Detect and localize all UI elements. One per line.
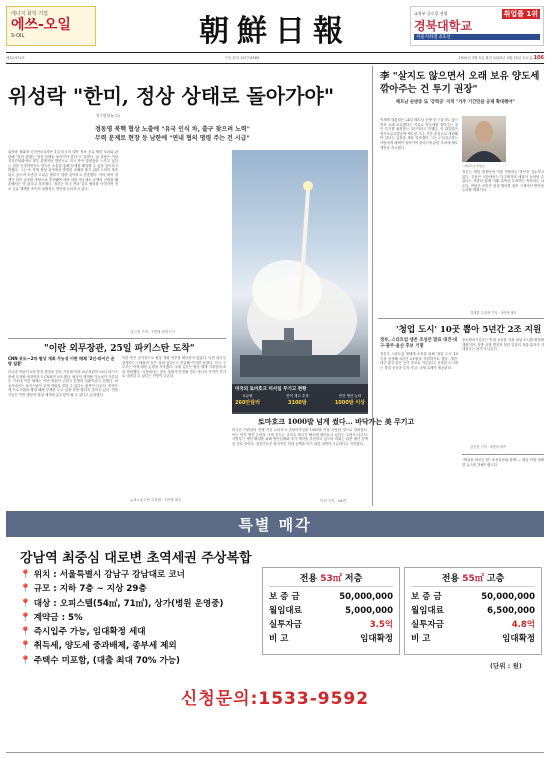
ad-bullet: 📍 주택수 미포함, (대출 최대 70% 가능) (20, 655, 180, 666)
sub-story-body-col2: 이란 측은 공식적으로 협상 개최 여부를 확인하지 않았다. 다만 외무부 관계자는 \"대화의 문은 열려 있다\"고 언급해 여지를 남겼다. 미국 국무부는 이에 대한 논평을 거부했다. 국제 유가는 협상 재개 기대감에 소폭 하락했다. 시장에서는 중동 정세가 안정될 경우 에너지 가격이 추가로 내려갈 수 있다는 전망이 나온다. (122, 356, 226, 379)
right-bottom-headline[interactable]: '청업 도시' 10곳 뽑아 5년간 2조 지원 (396, 325, 542, 335)
right-bottom-body: 정부가 스타트업 생태계 조성을 위해 '창업 도시' 10곳을 선정해 5년간 2조원을 지원하기로 했다. 대전·대구·광주·울산 등이 후보로 거론된다. 선정된 도시에는 창업 공간과 투자 자금, 규제 특례가 제공된다. (380, 352, 458, 370)
sub-story-reporter: 뉴욕=윤주헌 특파원 · 7면에 계속 (130, 498, 182, 502)
issue-badge: 106 (533, 55, 544, 61)
ad-banner (6, 511, 544, 537)
ad-bullet: 📍 취득세, 양도세 중과배제, 종부세 제외 (20, 641, 177, 652)
ad-table-right (404, 567, 542, 655)
left-ad-name: 에쓰-오일 (11, 17, 71, 33)
top-story-deck-1: 정동영 북핵 협상 노출에 "유국 인식 차, 출구 찾으려 노력" (95, 126, 250, 133)
right-ad-tag: 교육부 글로컬 선정 (414, 11, 448, 16)
right-top-body: 이재명 대통령은 24일 베트남 순방 중 \"살지도 않으면서 오래 보유했다는 이유로 양도세를 깎아주는 것은 투기를 권장하는 것\"이라고 말했다. 이 대통령은 장기보유특별공제 제도를 거주 기간 중심으로 개편해야 한다는 입장을 재차 강조했다. 그는 \"실거주하는 사람에게 혜택이 돌아가야 한다\"며 관련 부처에 제도 개선을 지시했다. (380, 118, 458, 150)
right-top-reporter: 김태훈·주희연 기자 · 3면에 계속 (470, 311, 517, 315)
right-top-headline[interactable]: 李 "살지도 않으면서 오래 보유 양도세 깎아주는 건 투기 권장" (380, 71, 540, 95)
photo-stat-1: 보유량 260만달러 (235, 394, 260, 406)
sub-story-headline[interactable]: "이란 외무장관, 25일 파키스탄 도착" (44, 344, 195, 354)
ad-table-right-heading: 전용 55㎡ 고층 (411, 571, 535, 587)
missile-launch-illustration (232, 150, 368, 412)
date-line: 1920년 3월 5일 창간 2025년 4월 25일 토요일 (458, 56, 533, 60)
ad-table-row: 월임대료 6,500,000 (411, 606, 535, 616)
ad-bullet: 📍 계약금 : 5% (20, 612, 83, 623)
right-top-portrait (462, 116, 506, 162)
left-ad-tag: 에너지 화학 기업 (11, 11, 48, 17)
edition-number: 제32,974호 (6, 55, 26, 60)
right-bottom-body-col2: 중소벤처기업부는 연내 공모를 거쳐 대상 도시를 확정할 계획이다. 지방 균형 발전과 청년 일자리 창출 효과가 기대된다는 평가가 나온다. (462, 338, 544, 352)
missile-photo (232, 150, 368, 412)
bottom-rule (6, 752, 544, 753)
edition-line (6, 55, 544, 61)
masthead-rule-bottom (6, 63, 544, 64)
right-bottom-rule (378, 318, 544, 319)
photo-stat-3: 연간 생산 능력 1000발 이상 (334, 394, 365, 406)
person-portrait-icon (462, 116, 506, 162)
contact-line: 구독 문의 1577-8585 (224, 55, 260, 60)
masthead-left-ad[interactable] (6, 6, 96, 46)
right-top-body-col2: 정부는 세법 개정안에 이를 반영하는 방안을 검토하고 있다. 부동산 시장에서는 다주택자의 매물이 늘어날 수 있다는 전망과 함께 거래 위축을 우려하는 목소리도 나온다. 여당은 조만간 당정 협의를 열어 구체적인 방안을 논의할 계획이다. (462, 170, 544, 193)
right-top-deck: 페트남 순방중 또 '강력공' 지적 "거주 기간만큼 공제 확대해야" (396, 100, 515, 105)
ad-table-left (262, 567, 400, 655)
sub-story-body: 미국과 이란이 2차 종전 협상을 앞둔 가운데 이란 외무장관이 25일 파키스탄에 도착할 예정이라고 CNN이 보도했다. 협상이 재개될 가능성이 거론되는 가운데 이란 매체는 이번 방문이 주변국 순방의 일환이라고 전했다. 외교가에서는 파키스탄이 중재 역할을 맡을 수 있다는 관측이 나온다. 양측은 핵 프로그램과 제재 해제 문제를 두고 입장 차를 좁히지 못하고 있다. 전문가들은 이번 방문이 협상 재개의 분수령이 될 수 있다고 분석했다. (8, 370, 118, 397)
ad-banner-text: 특별 매각 (238, 515, 312, 534)
left-ad-sub: S-OIL (11, 33, 25, 39)
missile-story-body: 미국은 이란과의 전쟁 기간 토마호크 순항미사일을 1000발 이상 사용한 것으로 알려졌다. 이는 연간 생산 능력을 크게 웃도는 규모로 재고가 빠르게 줄어들고 있다는 우려가 나온다. 국방부는 생산 확대를 위해 방산업체와 추가 계약을 추진하고 있으며 의회는 관련 예산 증액을 검토 중이다. 전문가들은 장기적인 전력 공백을 막기 위한 대책이 시급하다고 지적했다. (232, 428, 368, 446)
right-ad-badge: 취업률 1위 (503, 10, 538, 18)
missile-story-headline[interactable]: 토마호크 1000발 넘게 썼다… 바닥가는 美 무기고 (258, 417, 415, 426)
ad-unit-note: (단위 : 원) (490, 662, 522, 670)
top-story-body (8, 150, 118, 328)
sidebar-note (462, 458, 544, 503)
ad-bullets (20, 568, 260, 668)
ad-title: 강남역 최중심 대로변 초역세권 주상복합 (20, 551, 252, 566)
top-story-body-text: 위성락 청와대 국가안보실장은 1일 미국의 대북 정보 공유 제한 조치와 관련해 "한미 관계는 정상 상태로 돌아가야 한다"고 말했다. 위 실장은 이날 기자간담회에서 정부 관계자의 발언으로 미국 측이 불편함을 느끼고 있다는 점을 인정하면서도 양국은 소통을 통해 문제를 해결할 수 있을 것이라고 밝혔다. 그는 또 북핵 협상 과정에서 발생한 오해를 풀기 위한 노력이 계속되고 있으며 조만간 고위급 협의가 열릴 것이라고 전망했다. 이어 대북 정책은 한미 공조를 바탕으로 추진돼야 하며 어떤 경우에도 동맹의 신뢰를 훼손해서는 안 된다고 강조했다. 정부는 미국 측과 실무 협의를 이어가며 정보 공유 체계를 조속히 복원하는 방안을 논의하고 있다. (8, 150, 118, 191)
sidebar-note-rule (462, 454, 544, 455)
ad-bullet: 📍 대상 : 오피스텔(54㎡, 71㎡), 상가(병원 운영중) (20, 598, 224, 609)
masthead-title: 朝鮮日報 (199, 14, 351, 49)
top-story-reporter: 김시정 기자 · 7면에 관련기사 (130, 330, 175, 334)
right-ad-name: 경북대학교 (414, 19, 472, 33)
ad-phone[interactable]: 신청문의:1533-9592 (180, 689, 370, 709)
masthead-right-ad[interactable] (410, 6, 544, 46)
ad-table-row: 비 고 임대확정 (411, 634, 535, 644)
ad-table-row: 월임대료 5,000,000 (269, 606, 393, 616)
right-top-photo-credit: 그래픽=조선일보 (462, 164, 485, 168)
sub-story-rule (8, 338, 226, 339)
right-ad-sub: 서울지하철 4호선 (414, 34, 540, 40)
sub-story-subhead: CNN 보도—2차 협상 개최 가능성 이란 매체 '2인-라이슨 순방 일환' (8, 356, 115, 366)
ad-bullet: 📍 규모 : 지하 7층 ~ 지상 29층 (20, 584, 147, 595)
masthead-rule (6, 52, 544, 53)
ad-table-row: 보 증 금 50,000,000 (269, 592, 393, 602)
sidebar-note-text: "세상을 바꾸는 힘" 조선일보와 함께 — 매일 아침 정확한 뉴스를 전해드립니다. (462, 458, 544, 467)
ad-table-row: 실투자금 4.8억 (411, 620, 535, 630)
ad-table-row: 실투자금 3.5억 (269, 620, 393, 630)
ad-bullet: 📍 즉시입주 가능, 임대확정 세대 (20, 627, 146, 638)
ad-bullet: 📍 위치 : 서울특별시 강남구 강남대로 코너 (20, 570, 185, 580)
ad-table-row: 비 고 임대확정 (269, 634, 393, 644)
missile-story-reporter: 이현 기자 · A6면 (320, 499, 346, 503)
right-bottom-reporter: 김승한 기자 · 5면에 계속 (470, 445, 507, 449)
top-story-deck-2: 무력 문제로 현장 등 남한에 "연내 협의 명령 주는 건 시급" (95, 135, 250, 142)
photo-caption-panel (232, 384, 368, 414)
top-story-body-col2 (122, 150, 226, 328)
ad-table-left-heading: 전용 53㎡ 저층 (269, 571, 393, 587)
top-story-headline[interactable]: 위성락 "한미, 정상 상태로 돌아가야" (8, 84, 335, 108)
ad-table-row: 보 증 금 50,000,000 (411, 592, 535, 602)
photo-caption-title: 미국의 토마호크 미사일 무기고 현황 (235, 387, 307, 392)
column-divider (372, 66, 373, 506)
top-story-byline: 홍 (연합뉴스) (96, 113, 120, 118)
photo-stat-2: 잔여 재고 추정 3100발 (286, 394, 309, 406)
right-bottom-deck: 정부, 스타트업 생존 조성안 발표 대전·대구·광주·울산 후보 거명 (380, 338, 458, 349)
